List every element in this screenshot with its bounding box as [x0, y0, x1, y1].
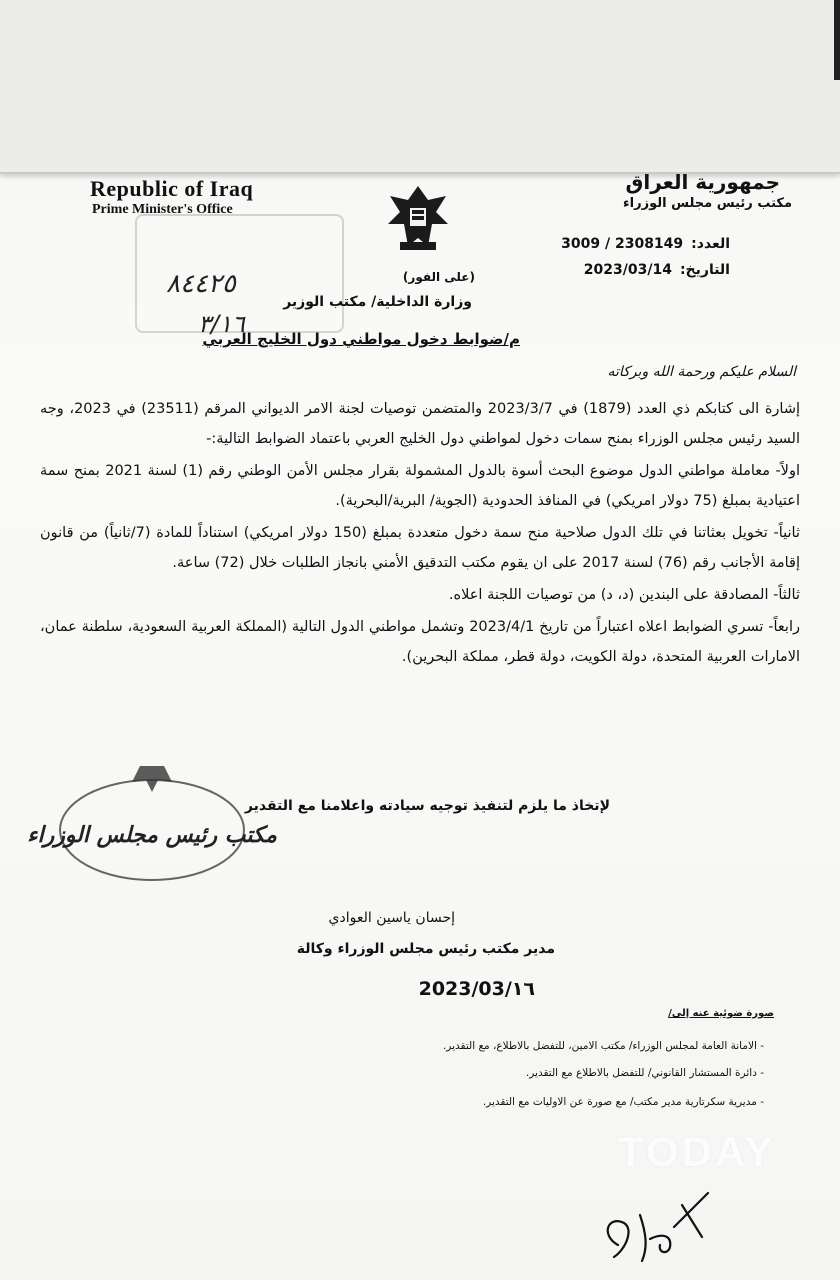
point-four: رابعاً- تسري الضوابط اعلاه اعتباراً من تاريخ 2023/4/1 وتشمل مواطني الدول التالية (المملكة العربية السعودية، سلطنة عمان، الامارات العربية المتحدة، دولة الكويت، دولة قطر، مملكة البحرين).: [40, 619, 800, 665]
greeting: السلام عليكم ورحمة الله وبركاته: [607, 364, 796, 380]
seal-text: مكتب رئيس مجلس الوزراء: [27, 823, 277, 848]
closing-line: لإتخاذ ما يلزم لتنفيذ توجيه سيادته واعلامنا مع التقدير: [244, 798, 610, 814]
folded-paper-edge: [0, 0, 840, 174]
arabic-republic-title: جمهورية العراق: [625, 170, 780, 194]
point-three: ثالثاً- المصادقة على البندين (د، د) من توصيات اللجنة اعلاه.: [448, 587, 800, 603]
document-date: [584, 262, 730, 278]
urgent-marker: (على الفور): [402, 270, 475, 284]
reference-number: [561, 236, 730, 252]
date-label: التاريخ:: [679, 262, 730, 278]
copy-recipient: - دائرة المستشار القانوني/ للتفضل بالاطلاع مع التقدير.: [525, 1067, 764, 1079]
signer-name: إحسان ياسين العوادي: [328, 910, 455, 926]
signer-title: مدير مكتب رئيس مجلس الوزراء وكالة: [296, 941, 555, 957]
date-value: 2023/03/14: [583, 262, 672, 278]
english-office-title: Prime Minister's Office: [92, 202, 233, 217]
copy-recipient: - الامانة العامة لمجلس الوزراء/ مكتب الامين، للتفضل بالاطلاع، مع التقدير.: [442, 1040, 764, 1052]
copy-recipient: - مديرية سكرتارية مدير مكتب/ مع صورة عن الاوليات مع التقدير.: [482, 1096, 764, 1108]
scan-edge: [834, 0, 840, 80]
arabic-office-title: مكتب رئيس مجلس الوزراء: [623, 196, 792, 211]
point-one: اولاً- معاملة مواطني الدول موضوع البحث أسوة بالدول المشمولة بقرار مجلس الأمن الوطني رقم (1) لسنة 2021 بمنح سمة اعتيادية بمبلغ (75 دولار امريكي) في المنافذ الحدودية (الجوية/ البرية/البحرية).: [40, 463, 800, 509]
copies-title: صورة ضوئية عنه إلى/: [668, 1008, 774, 1019]
letter-body: [40, 394, 800, 672]
handwritten-scribble: [590, 1175, 720, 1270]
handwritten-ref-line-1: ٨٤٤٢٥: [166, 269, 236, 299]
official-seal: [27, 758, 277, 888]
english-republic-title: Republic of Iraq: [90, 176, 254, 201]
letter-subject: م/ضوابط دخول مواطني دول الخليج العربي: [202, 330, 520, 348]
point-two: ثانياً- تخويل بعثاتنا في تلك الدول صلاحية منح سمة دخول متعددة بمبلغ (150 دولار امريكي) استناداً للمادة (7/ثانياً) من قانون إقامة الأجانب رقم (76) لسنة 2017 على ان يقوم مكتب التدقيق الأمني بانجاز الطلبات خلال (72) ساعة.: [40, 525, 801, 571]
intro-paragraph: إشارة الى كتابكم ذي العدد (1879) في 2023/3/7 والمتضمن توصيات لجنة الامر الديواني المرقم (23511) في 2023، وجه السيد رئيس مجلس الوزراء بمنح سمات دخول لمواطني دول الخليج العربي باعتماد الضوابط التالية:-: [40, 401, 801, 447]
handwritten-ref-line-2: ٣/١٦: [198, 310, 245, 338]
addressee: وزارة الداخلية/ مكتب الوزير: [283, 294, 472, 310]
today-watermark: TODAY: [618, 1128, 776, 1175]
signature-date: 2023/03/١٦: [418, 978, 535, 1000]
reference-value: 2308149 / 3009: [561, 236, 684, 252]
iraq-eagle-emblem-icon: [378, 180, 458, 255]
reference-label: العدد:: [691, 236, 730, 252]
